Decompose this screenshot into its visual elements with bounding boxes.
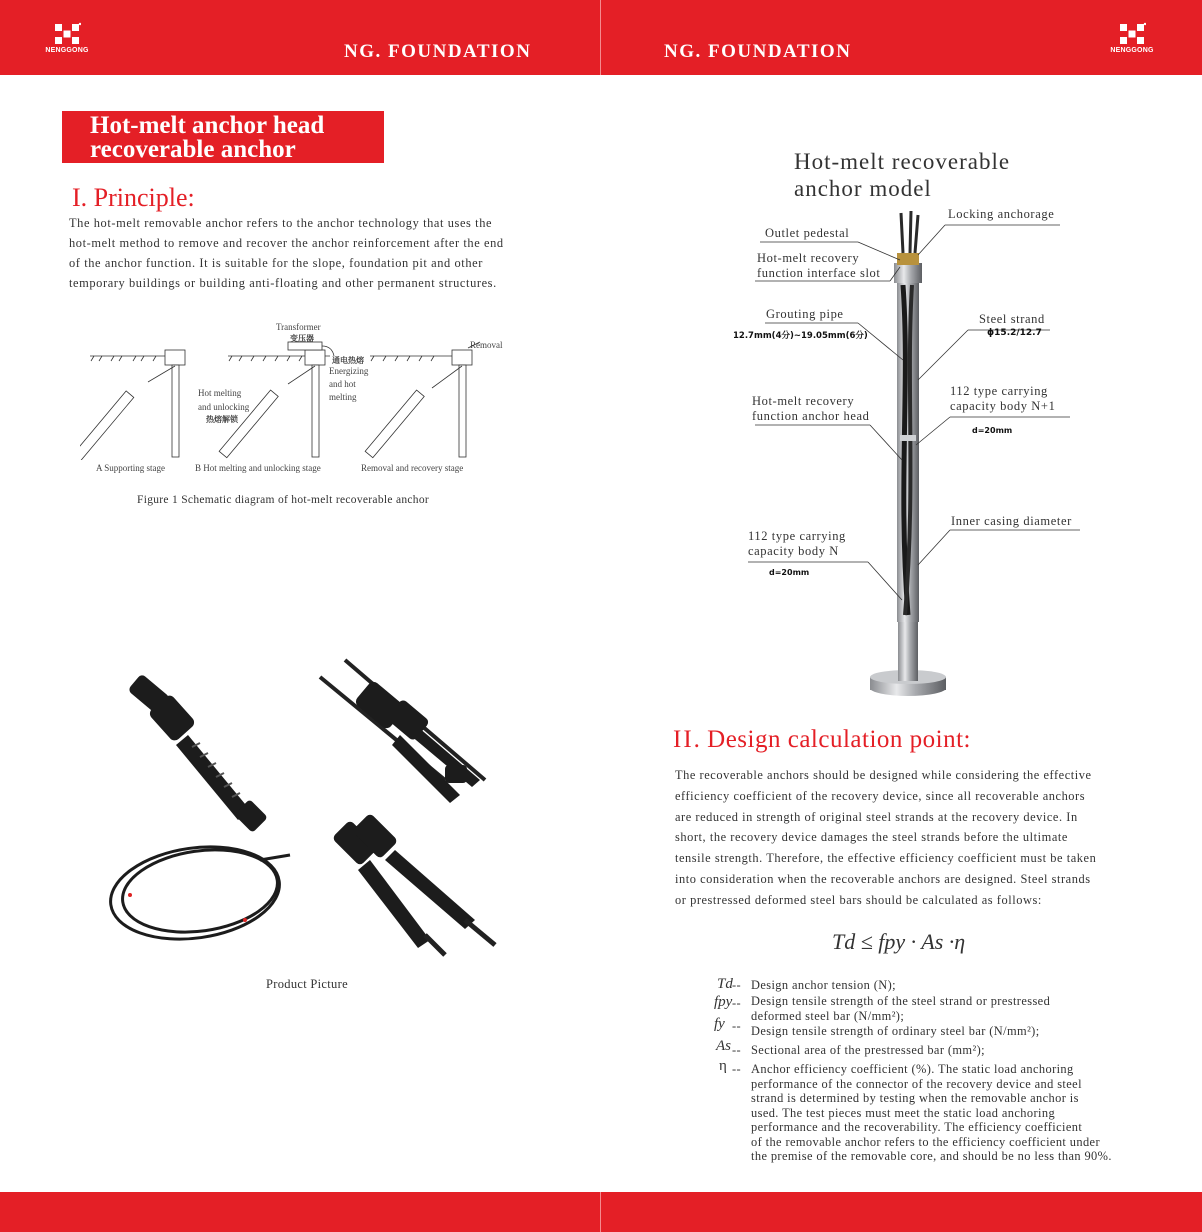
paragraph-line: tensile strength. Therefore, the effective efficiency coefficient must be taken: [675, 851, 1097, 866]
var-description: Sectional area of the prestressed bar (mm²);: [751, 1043, 985, 1057]
diagram-label-line: and hot: [329, 379, 356, 389]
var-dash: --: [732, 1062, 742, 1076]
stage-c-label: Removal and recovery stage: [361, 463, 464, 473]
var-dash: --: [732, 978, 742, 992]
diagram-hot-melting-cn: 热熔解锁: [206, 415, 238, 424]
diagram-removal-label: Removal: [470, 340, 503, 350]
diagram-transformer-label: Transformer: [276, 322, 321, 332]
var-symbol: fy: [714, 1016, 725, 1032]
paragraph-line: hot-melt method to remove and recover the anchor reinforcement after the end: [69, 236, 504, 250]
var-dash: --: [732, 1043, 742, 1057]
product-image-double-anchor: [332, 813, 495, 955]
diagram-energizing-label: [329, 365, 368, 404]
label-d2: d=20mm: [769, 568, 810, 577]
diagram-label-line: Energizing: [329, 366, 369, 376]
logo-mark-icon: [1118, 22, 1146, 46]
design-paragraph: [675, 765, 1155, 911]
section-heading-principle: I. Principle:: [72, 183, 195, 212]
paragraph-line: are reduced in strength of original steel strands at the recovery device. In: [675, 809, 1078, 824]
paragraph-line: into consideration when the recoverable anchors are designed. Steel strands: [675, 871, 1091, 886]
paragraph-line: or prestressed deformed steel bars should be calculated as follows:: [675, 892, 1042, 907]
footer-divider: [600, 1192, 601, 1232]
logo-wordmark: NENGGONG: [45, 47, 89, 54]
brand-logo-right: [1102, 22, 1162, 62]
label-anchor-head: Hot-melt recovery function anchor head: [752, 394, 870, 423]
paragraph-line: temporary buildings or building anti-floating and other permanent structures.: [69, 276, 497, 290]
diagram-energizing-cn: 通电热熔: [332, 356, 364, 365]
stage-a-label: A Supporting stage: [96, 463, 165, 473]
paragraph-line: The recoverable anchors should be designed while considering the effective: [675, 768, 1092, 782]
var-description: Design tensile strength of ordinary steel bar (N/mm²);: [751, 1024, 1040, 1038]
diagram-label-line: and unlocking: [198, 402, 250, 412]
logo-wordmark: NENGGONG: [1110, 47, 1154, 54]
paragraph-line: The hot-melt removable anchor refers to the anchor technology that uses the: [69, 216, 493, 230]
label-body-n: 112 type carrying capacity body N: [748, 529, 846, 558]
brand-logo-left: [37, 22, 97, 62]
product-picture-grid: [100, 655, 520, 965]
diagram-transformer-cn: 变压器: [290, 334, 314, 343]
stage-b-label: B Hot melting and unlocking stage: [195, 463, 321, 473]
var-symbol: η: [719, 1058, 727, 1074]
figure-caption: Figure 1 Schematic diagram of hot-melt recoverable anchor: [137, 494, 430, 506]
footer-bar: [0, 1192, 1202, 1232]
brand-title-left: NG. FOUNDATION: [344, 41, 532, 62]
heading-text: . Design calculation point:: [693, 726, 971, 753]
page-title-box: [62, 111, 384, 163]
paragraph-line: short, the recovery device damages the steel strands before the ultimate: [675, 830, 1068, 845]
label-locking-anchorage: Locking anchorage: [948, 207, 1055, 221]
label-d1: d=20mm: [972, 426, 1013, 435]
diagram-label-line: Hot melting: [198, 388, 242, 398]
product-image-anchor-head: [127, 673, 268, 833]
label-body-n1: 112 type carrying capacity body N+1: [950, 384, 1056, 413]
section-heading-design: [673, 726, 971, 754]
var-dash: --: [732, 996, 742, 1010]
label-outlet-pedestal: Outlet pedestal: [765, 226, 850, 240]
label-grouting-pipe: Grouting pipe: [766, 307, 844, 321]
paragraph-line: efficiency coefficient of the recovery device, since all recoverable anchors: [675, 788, 1086, 803]
label-steel-strand: Steel strand: [979, 312, 1045, 326]
var-description: Design anchor tension (N);: [751, 978, 896, 992]
label-strand-size: ϕ15.2/12.7: [987, 328, 1042, 338]
product-image-cable-coil: [105, 837, 290, 950]
label-interface-slot: Hot-melt recovery function interface slot: [757, 251, 881, 280]
product-image-anchor-assembly: [320, 660, 485, 803]
logo-mark-icon: [53, 22, 81, 46]
diagram-label-line: melting: [329, 392, 357, 402]
var-symbol: Td: [717, 976, 733, 992]
model-title: Hot-melt recoverable anchor model: [794, 149, 1011, 201]
label-inner-casing: Inner casing diameter: [951, 514, 1072, 528]
principle-paragraph: [69, 213, 539, 293]
var-symbol: fpy: [714, 994, 733, 1010]
heading-roman-numeral: II: [673, 726, 694, 753]
header-bar: [0, 0, 1202, 75]
paragraph-line: of the anchor function. It is suitable for the slope, foundation pit and other: [69, 256, 483, 270]
var-description: Design tensile strength of the steel strand or prestressed deformed steel bar (N/mm²);: [751, 994, 1051, 1023]
label-grouting-size: 12.7mm(4分)~19.05mm(6分): [733, 331, 868, 341]
page-title: Hot-melt anchor head recoverable anchor: [90, 112, 325, 163]
diagram-hot-melting-label: [198, 386, 249, 414]
var-description: Anchor efficiency coefficient (%). The static load anchoring performance of the connector of the recovery device and steel strand is determined by testing when the removable anchor is used. The test pieces must meet the static load anchoring performance and the recoverability. The efficiency coefficient of the removable anchor refers to the efficiency coefficient under the premise of the removable core, and should be no less than 90%.: [751, 1062, 1112, 1163]
page-divider: [600, 0, 601, 75]
var-symbol: As: [716, 1038, 731, 1054]
brand-title-right: NG. FOUNDATION: [664, 41, 852, 62]
product-caption: Product Picture: [266, 977, 348, 991]
design-formula: Td ≤ fpy · As ·η: [832, 929, 966, 954]
var-dash: --: [732, 1019, 742, 1033]
